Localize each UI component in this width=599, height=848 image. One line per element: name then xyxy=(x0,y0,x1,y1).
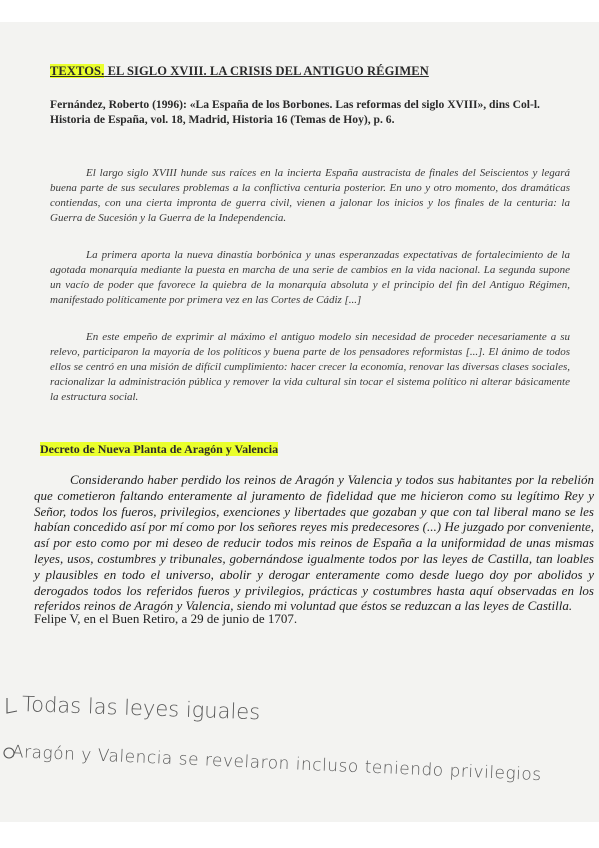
handwritten-note-1: Todas las leyes iguales xyxy=(21,692,261,725)
bibliographic-reference: Fernández, Roberto (1996): «La España de los Borbones. Las reformas del siglo XVIII», dins Col-l. Historia de España, vol. 18, Madrid, Historia 16 (Temas de Hoy), p. 6. xyxy=(50,98,540,126)
excerpt-text: La primera aporta la nueva dinastía borbónica y unas esperanzadas expectativas de fortalecimiento de la agotada monarquía mediante la puesta en marcha de una serie de cambios en la vida nacional. La segunda supone un vacío de poder que favorece la quiebra de la monarquía absoluta y el principio del fin del Antiguo Régimen, manifestado políticamente por primera vez en las Cortes de Cádiz [...] xyxy=(50,249,570,306)
page-heading xyxy=(50,64,429,79)
decree-title-text: Decreto de Nueva Planta de Aragón y Valencia xyxy=(40,442,279,456)
excerpt-text: El largo siglo XVIII hunde sus raíces en la incierta España austracista de finales del Seiscientos y legará buena parte de sus seculares problemas a la conflictiva centuria posterior. En uno y otro momento, dos dramáticas contiendas, con una cierta impronta de guerra civil, vienen a jalonar los inicios y los finales de la centuria: la Guerra de Sucesión y la Guerra de la Independencia. xyxy=(50,167,570,224)
decree-title xyxy=(40,442,278,457)
heading-highlight: TEXTOS. xyxy=(50,64,105,78)
excerpt-paragraph-2 xyxy=(50,248,570,308)
heading-title: EL SIGLO XVIII. LA CRISIS DEL ANTIGUO RÉGIMEN xyxy=(107,64,429,78)
handwritten-bracket-mark xyxy=(4,696,20,716)
handwritten-note-2: Aragón y Valencia se revelaron incluso teniendo privilegios xyxy=(11,742,543,786)
excerpt-paragraph-3 xyxy=(50,330,570,405)
excerpt-paragraph-1 xyxy=(50,166,570,226)
excerpt-text: En este empeño de exprimir al máximo el antiguo modelo sin necesidad de proceder necesariamente a su relevo, participaron la mayoría de los políticos y buena parte de los pensadores reformistas [...]. El ánimo de todos ellos se centró en una misión de difícil cumplimiento: hacer crecer la economía, renovar las diversas clases sociales, racionalizar la administración pública y remover la vida cultural sin tocar el sistema político ni alterar básicamente la estructura social. xyxy=(50,331,570,403)
decree-text: Considerando haber perdido los reinos de Aragón y Valencia y todos sus habitantes por la rebelión que cometieron faltando enteramente al juramento de fidelidad que me hicieron como su legítimo Rey y Señor, todos los fueros, privilegios, exenciones y libertades que gozaban y que con tal liberal mano se les habían concedido así por mí como por los señores reyes mis predecesores (...) He juzgado por conveniente, así por esto como por mi deseo de reducir todos mis reinos de España a la uniformidad de unas mismas leyes, usos, costumbres y tribunales, gobernándose igualmente todos por las leyes de Castilla, tan loables y plausibles en todo el universo, abolir y derogar enteramente como desde luego doy por abolidos y derogados todos los referidos fueros y privilegios, prácticas y costumbres hasta aquí observadas en los referidos reinos de Aragón y Valencia, siendo mi voluntad que éstos se reduzcan a las leyes de Castilla. xyxy=(34,472,594,614)
decree-body xyxy=(34,472,594,614)
decree-signature: Felipe V, en el Buen Retiro, a 29 de junio de 1707. xyxy=(34,611,298,626)
